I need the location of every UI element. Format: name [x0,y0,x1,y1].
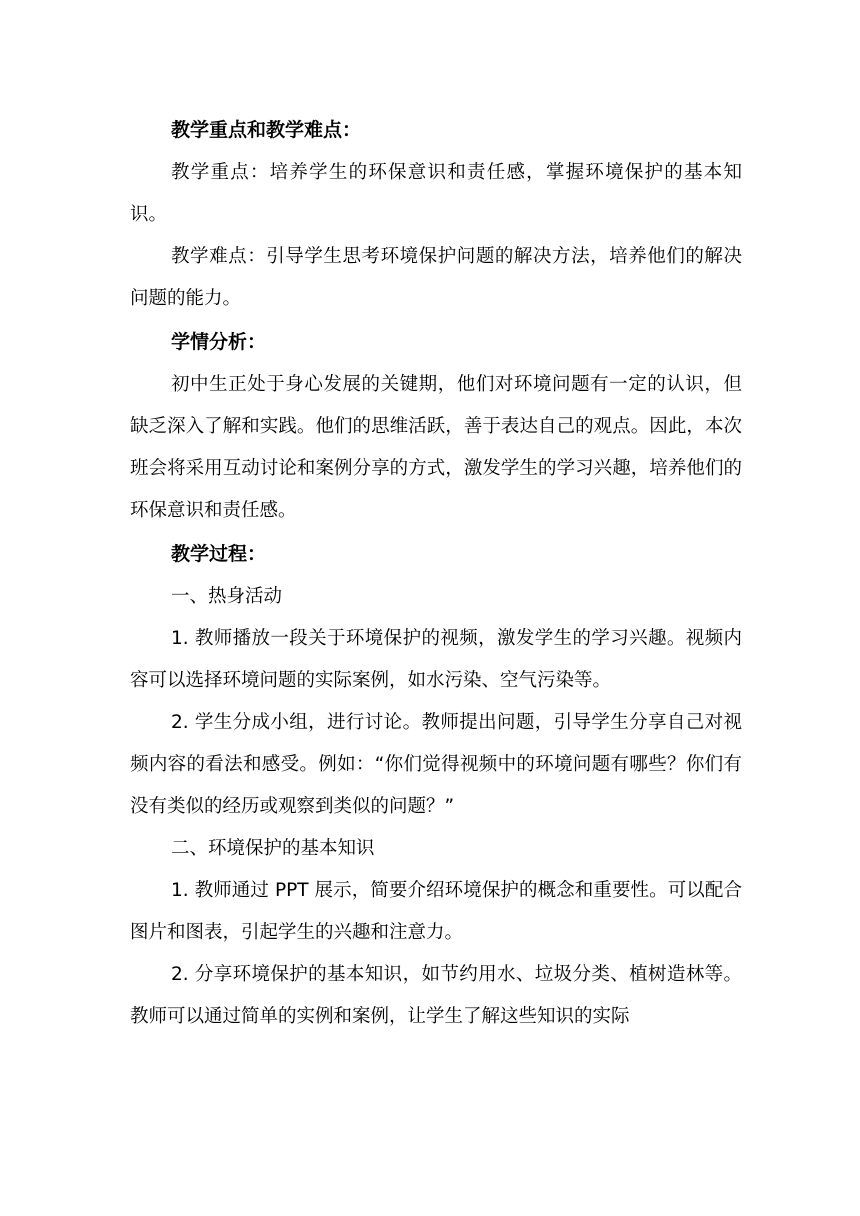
paragraph-key-point: 教学重点：培养学生的环保意识和责任感，掌握环境保护的基本知识。 [130,162,742,225]
paragraph-warmup-1: 1. 教师播放一段关于环境保护的视频，激发学生的学习兴趣。视频内容可以选择环境问题的实际案例，如水污染、空气污染等。 [130,628,742,691]
section-heading: 教学过程： [171,543,267,565]
section-learner-analysis [130,320,742,532]
section-key-points [130,108,742,320]
document-body [130,108,742,1038]
subheading-warmup: 一、热身活动 [171,586,283,607]
paragraph-knowledge-2: 2. 分享环境保护的基本知识，如节约用水、垃圾分类、植树造林等。教师可以通过简单的实例和案例，让学生了解这些知识的实际 [130,964,742,1027]
section-teaching-process [130,532,742,1038]
paragraph-knowledge-1: 1. 教师通过 PPT 展示，简要介绍环境保护的概念和重要性。可以配合图片和图表，引起学生的兴趣和注意力。 [130,880,742,943]
paragraph-learner-analysis: 初中生正处于身心发展的关键期，他们对环境问题有一定的认识，但缺乏深入了解和实践。他们的思维活跃，善于表达自己的观点。因此，本次班会将采用互动讨论和案例分享的方式，激发学生的学习兴趣，培养他们的环保意识和责任感。 [130,374,742,521]
subheading-basic-knowledge: 二、环境保护的基本知识 [171,838,375,859]
paragraph-warmup-2: 2. 学生分成小组，进行讨论。教师提出问题，引导学生分享自己对视频内容的看法和感受。例如：“你们觉得视频中的环境问题有哪些？你们有没有类似的经历或观察到类似的问题？” [130,712,742,817]
paragraph-difficult-point: 教学难点：引导学生思考环境保护问题的解决方法，培养他们的解决问题的能力。 [130,246,742,309]
section-heading: 学情分析： [171,331,267,353]
section-heading: 教学重点和教学难点： [171,119,362,141]
